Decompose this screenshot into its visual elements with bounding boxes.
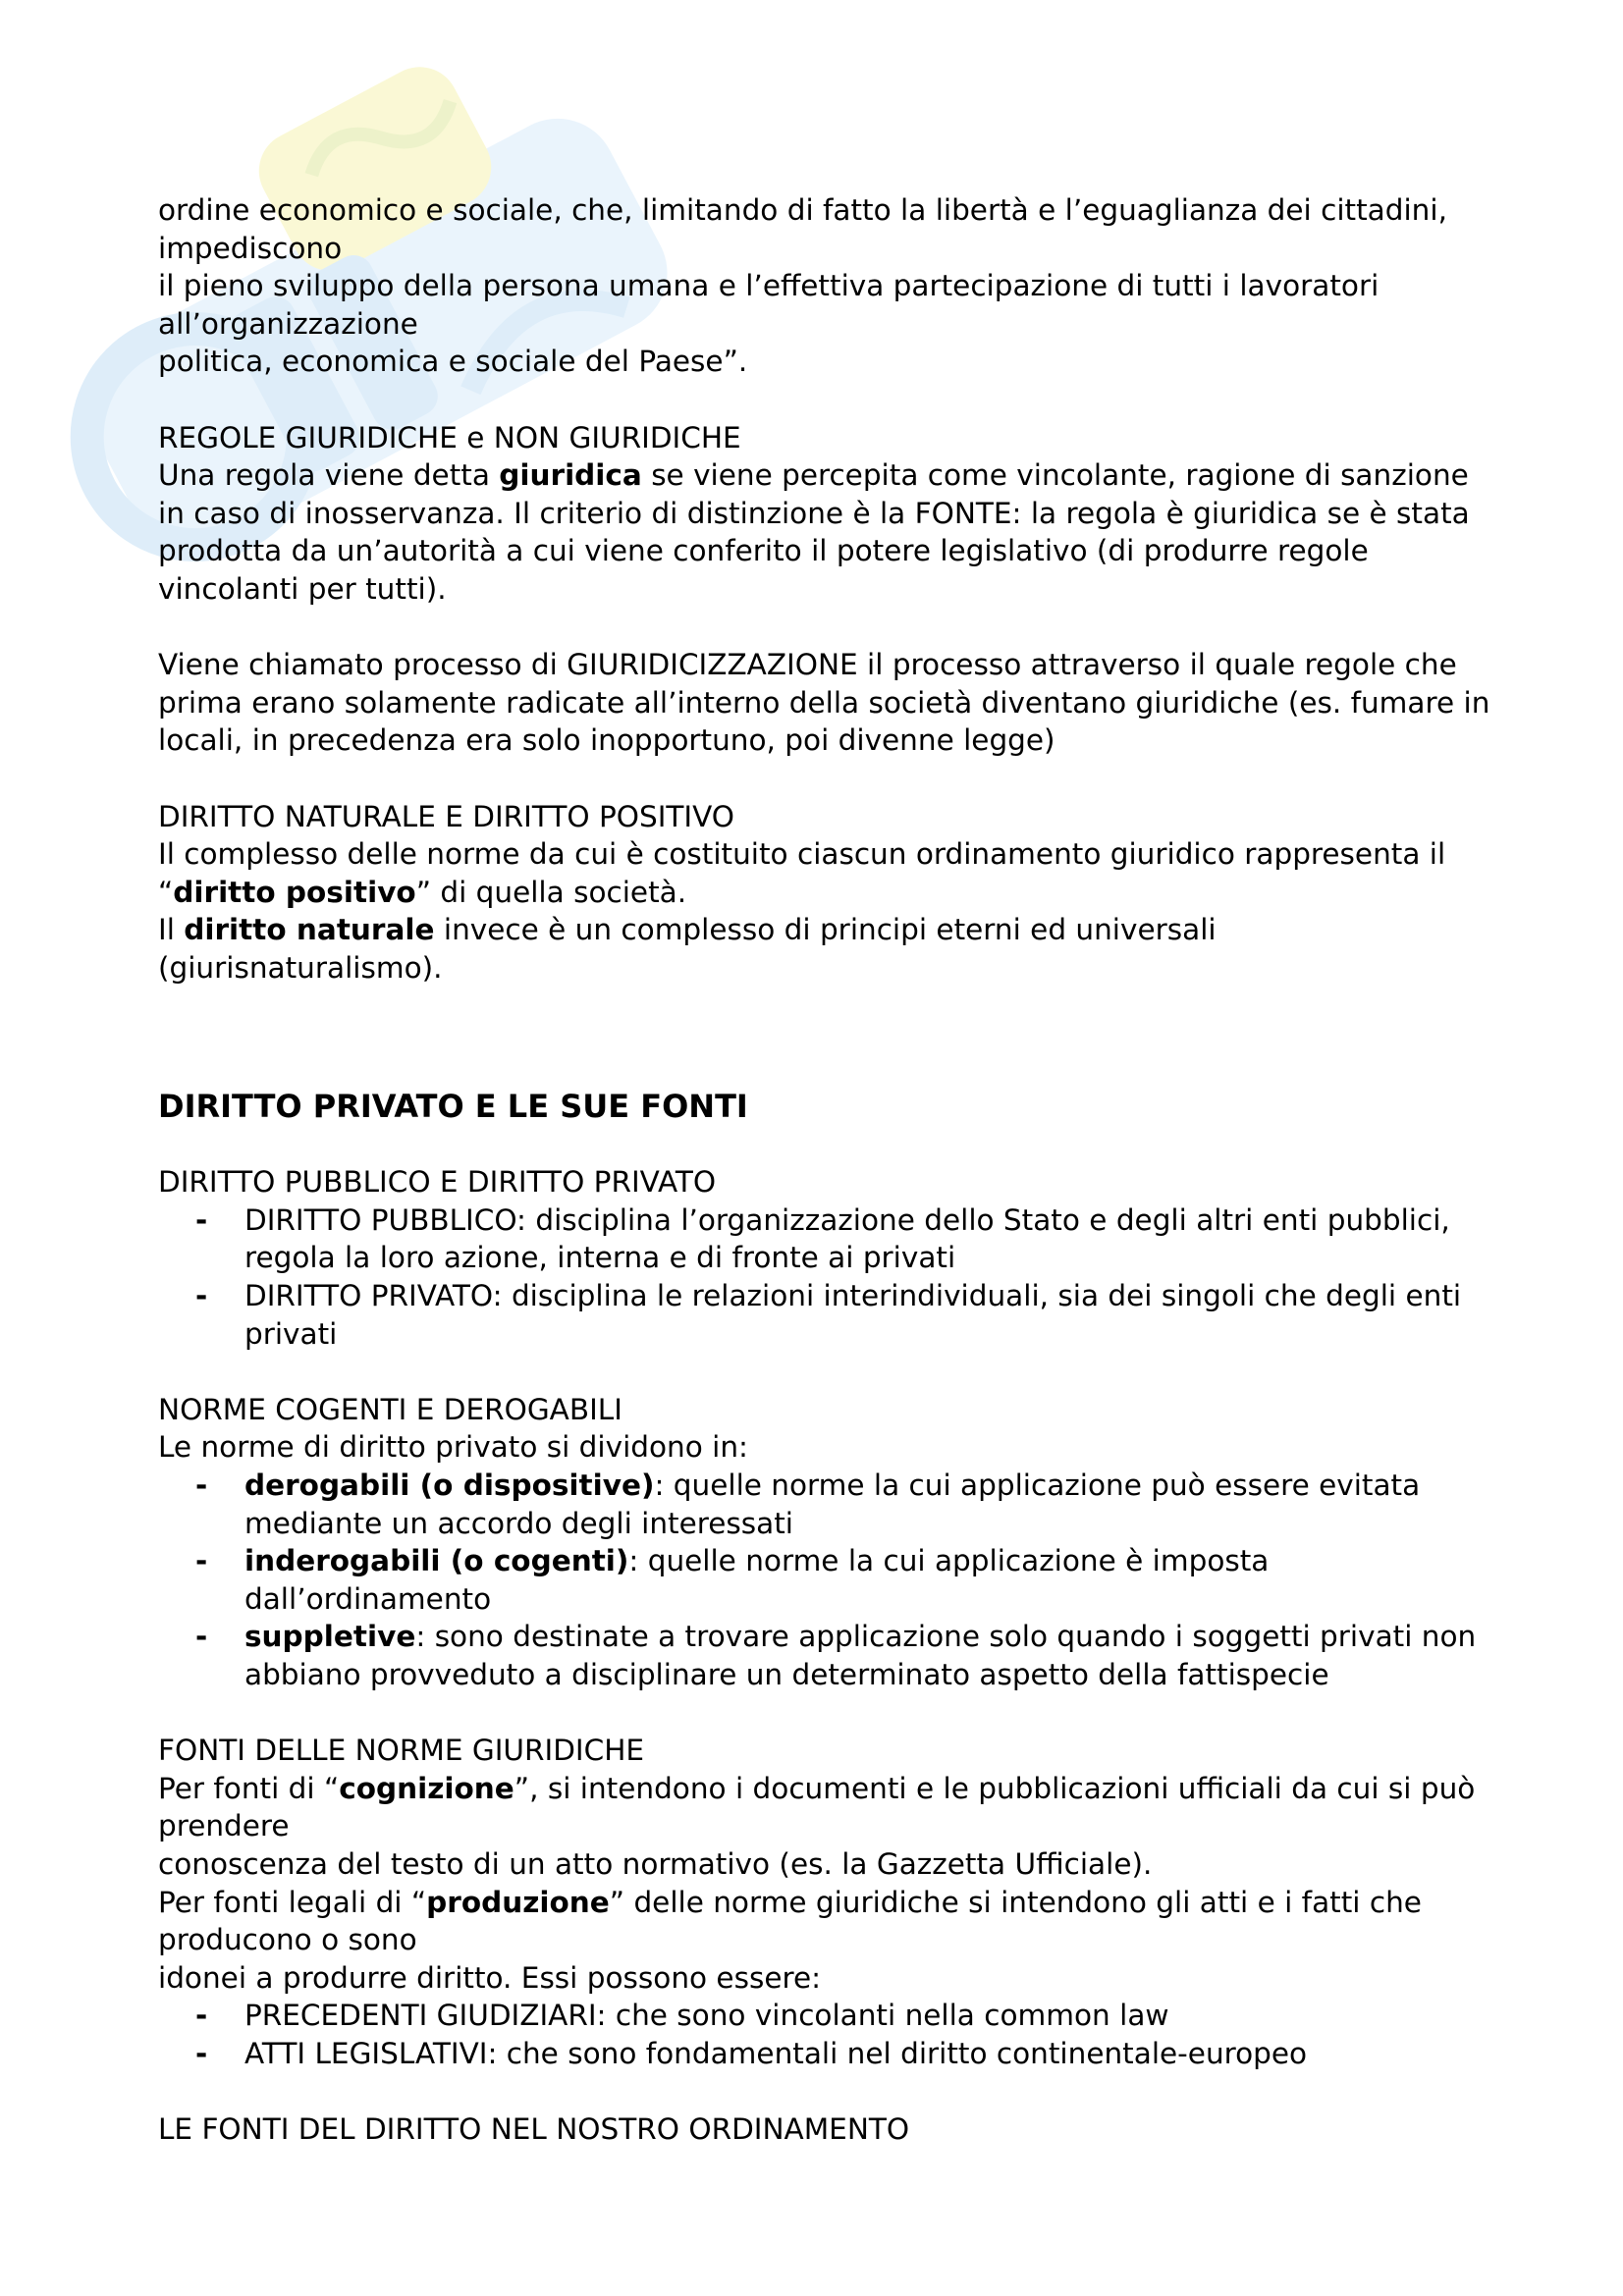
list-item: - ATTI LEGISLATIVI: che sono fondamentali nel diritto continentale-europeo (244, 2035, 1493, 2073)
intro-line-2: il pieno sviluppo della persona umana e l’effettiva partecipazione di tutti i lavoratori all’organizzazione (158, 269, 1380, 341)
fonti-heading: FONTI DELLE NORME GIURIDICHE (158, 1734, 645, 1768)
intro-line-1: ordine economico e sociale, che, limitando di fatto la libertà e l’eguaglianza dei cittadini, impediscono (158, 193, 1447, 265)
intro-line-3: politica, economica e sociale del Paese”. (158, 345, 748, 379)
list-item: - derogabili (o dispositive): quelle norme la cui applicazione può essere evitata mediante un accordo degli interessati (195, 1468, 1421, 1540)
ordinamento-heading: LE FONTI DEL DIRITTO NEL NOSTRO ORDINAMENTO (158, 2112, 910, 2147)
dash-bullet: - (195, 1999, 208, 2033)
dash-bullet: - (195, 1279, 208, 1313)
list-item: - PRECEDENTI GIUDIZIARI: che sono vincolanti nella common law (244, 1997, 1493, 2035)
dash-bullet: - (195, 1544, 208, 1578)
regole-paragraph-1: Una regola viene detta giuridica se viene percepita come vincolante, ragione di sanzione in caso di inosservanza. Il criterio di distinzione è la FONTE: la regola è giuridica se è stata prodotta da un’autorità a cui viene conferito il potere legislativo (di produrre regole vincolanti per tutti). (158, 458, 1470, 606)
document-page (158, 191, 1493, 2149)
regole-paragraph-2: Viene chiamato processo di GIURIDICIZZAZIONE il processo attraverso il quale regole che prima erano solamente radicate all’interno della società diventano giuridiche (es. fumare in locali, in precedenza era solo inopportuno, poi divenne legge) (158, 648, 1490, 758)
pubblico-heading: DIRITTO PUBBLICO E DIRITTO PRIVATO (158, 1165, 717, 1200)
cogenti-list (158, 1467, 1493, 1694)
fonti-paragraph-2-cont: idonei a produrre diritto. Essi possono essere: (158, 1960, 822, 1995)
fonti-list (158, 1997, 1493, 2072)
list-item: - DIRITTO PUBBLICO: disciplina l’organizzazione dello Stato e degli altri enti pubblici, regola la loro azione, interna e di fronte ai privati (195, 1202, 1450, 1275)
dash-bullet: - (195, 1202, 208, 1237)
fonti-paragraph-1-cont: conoscenza del testo di un atto normativo (es. la Gazzetta Ufficiale). (158, 1846, 1153, 1881)
naturale-paragraph-1: Il complesso delle norme da cui è costituito ciascun ordinamento giuridico rappresenta il “diritto positivo” di quella società. (158, 837, 1446, 909)
regole-heading: REGOLE GIURIDICHE e NON GIURIDICHE (158, 420, 741, 454)
cogenti-intro: Le norme di diritto privato si dividono in: (158, 1430, 748, 1465)
fonti-paragraph-2: Per fonti legali di “produzione” delle norme giuridiche si intendono gli atti e i fatti che producono o sono (158, 1885, 1422, 1957)
section-title: DIRITTO PRIVATO E LE SUE FONTI (158, 1088, 748, 1126)
list-item: - inderogabili (o cogenti): quelle norme la cui applicazione è imposta dall’ordinamento (195, 1544, 1270, 1616)
cogenti-heading: NORME COGENTI E DEROGABILI (158, 1392, 622, 1426)
pubblico-list (158, 1201, 1493, 1353)
dash-bullet: - (195, 2036, 208, 2070)
naturale-heading: DIRITTO NATURALE E DIRITTO POSITIVO (158, 799, 735, 833)
dash-bullet: - (195, 1620, 208, 1654)
naturale-paragraph-2: Il diritto naturale invece è un complesso di principi eterni ed universali (giurisnaturalismo). (158, 913, 1217, 985)
list-item: - suppletive: sono destinate a trovare applicazione solo quando i soggetti privati non abbiano provveduto a disciplinare un determinato aspetto della fattispecie (195, 1620, 1477, 1691)
list-item: - DIRITTO PRIVATO: disciplina le relazioni interindividuali, sia dei singoli che degli enti privati (195, 1279, 1462, 1351)
dash-bullet: - (195, 1468, 208, 1502)
fonti-paragraph-1: Per fonti di “cognizione”, si intendono i documenti e le pubblicazioni ufficiali da cui si può prendere (158, 1771, 1476, 1843)
